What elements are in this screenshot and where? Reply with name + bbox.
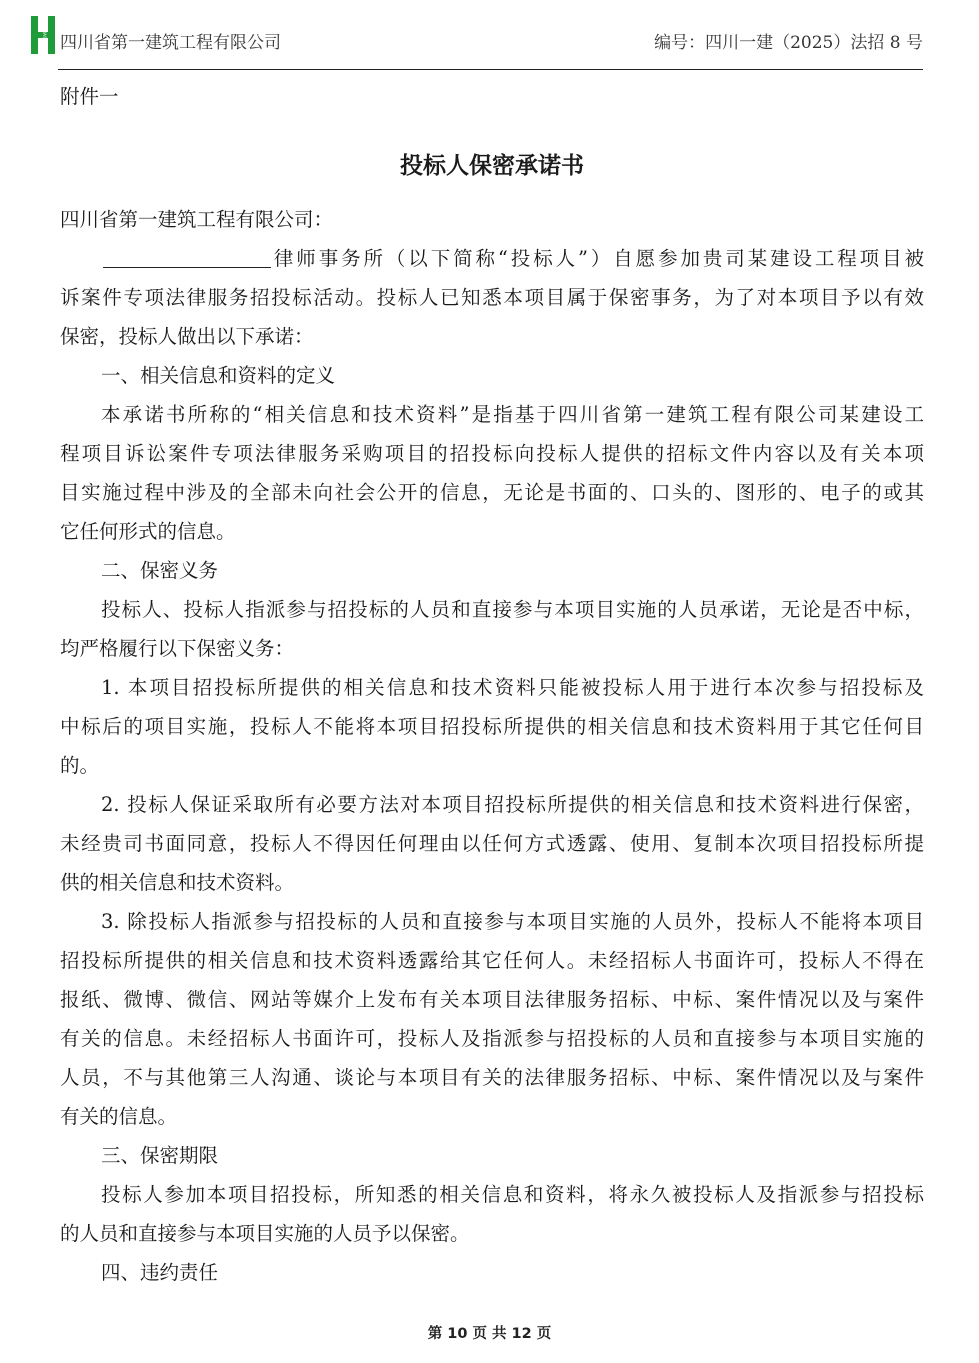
header-divider xyxy=(58,69,923,70)
intro-line-3: 保密，投标人做出以下承诺： xyxy=(60,325,314,348)
section-2-intro-line: 均严格履行以下保密义务： xyxy=(60,637,295,660)
item-1-line: 1. 本项目招投标所提供的相关信息和技术资料只能被投标人用于进行本次参与招投标及 xyxy=(101,676,924,699)
section-1-line: 本承诺书所称的“相关信息和技术资料”是指基于四川省第一建筑工程有限公司某建设工 xyxy=(101,403,924,426)
intro-line-2: 诉案件专项法律服务招投标活动。投标人已知悉本项目属于保密事务，为了对本项目予以有效 xyxy=(60,286,924,309)
section-1-line: 目实施过程中涉及的全部未向社会公开的信息，无论是书面的、口头的、图形的、电子的或其 xyxy=(60,481,924,504)
page-number: 第 10 页 共 12 页 xyxy=(427,1326,552,1342)
item-1-line: 的。 xyxy=(60,754,100,777)
section-3-heading: 三、保密期限 xyxy=(101,1144,219,1167)
section-3-line: 投标人参加本项目招投标，所知悉的相关信息和资料，将永久被投标人及指派参与招投标 xyxy=(101,1183,924,1206)
item-3-line: 3. 除投标人指派参与招投标的人员和直接参与本项目实施的人员外，投标人不能将本项目 xyxy=(101,910,924,933)
section-2-intro-line: 投标人、投标人指派参与招投标的人员和直接参与本项目实施的人员承诺，无论是否中标， xyxy=(101,598,924,621)
item-3-line: 招投标所提供的相关信息和技术资料透露给其它任何人。未经招标人书面许可，投标人不得在 xyxy=(60,949,924,972)
item-3-line: 有关的信息。未经招标人书面许可，投标人及指派参与招投标的人员和直接参与本项目实施的 xyxy=(60,1027,924,1050)
item-1-line: 中标后的项目实施，投标人不能将本项目招投标所提供的相关信息和技术资料用于其它任何目 xyxy=(60,715,924,738)
firm-name-blank[interactable] xyxy=(103,245,271,268)
company-logo-icon xyxy=(30,14,56,56)
item-3-line: 有关的信息。 xyxy=(60,1105,178,1128)
header-company-name: 四川省第一建筑工程有限公司 xyxy=(60,33,281,53)
addressee: 四川省第一建筑工程有限公司： xyxy=(60,208,334,231)
item-2-line: 2. 投标人保证采取所有必要方法对本项目招投标所提供的相关信息和技术资料进行保密， xyxy=(101,793,924,816)
section-3-line: 的人员和直接参与本项目实施的人员予以保密。 xyxy=(60,1222,470,1245)
section-1-line: 它任何形式的信息。 xyxy=(60,520,236,543)
logo-text: HUASHI xyxy=(41,26,46,44)
page-header xyxy=(30,14,923,64)
section-1-line: 程项目诉讼案件专项法律服务采购项目的招投标向投标人提供的招标文件内容以及有关本项 xyxy=(60,442,924,465)
item-3-line: 人员，不与其他第三人沟通、谈论与本项目有关的法律服务招标、中标、案件情况以及与案件 xyxy=(60,1066,924,1089)
item-2-line: 未经贵司书面同意，投标人不得因任何理由以任何方式透露、使用、复制本次项目招投标所提 xyxy=(60,832,924,855)
section-4-heading: 四、违约责任 xyxy=(101,1261,219,1284)
attachment-label: 附件一 xyxy=(60,85,119,108)
item-3-line: 报纸、微博、微信、网站等媒介上发布有关本项目法律服务招标、中标、案件情况以及与案件 xyxy=(60,988,924,1011)
item-2-line: 供的相关信息和技术资料。 xyxy=(60,871,295,894)
intro-line-1-text: 律师事务所（以下简称“投标人”）自愿参加贵司某建设工程项目被 xyxy=(271,247,924,270)
section-1-heading: 一、相关信息和资料的定义 xyxy=(101,364,336,387)
document-body xyxy=(60,77,924,1292)
section-2-heading: 二、保密义务 xyxy=(101,559,219,582)
header-document-number: 编号：四川一建（2025）法招 8 号 xyxy=(654,33,923,53)
intro-line-1 xyxy=(60,239,924,278)
document-title: 投标人保密承诺书 xyxy=(400,153,584,179)
